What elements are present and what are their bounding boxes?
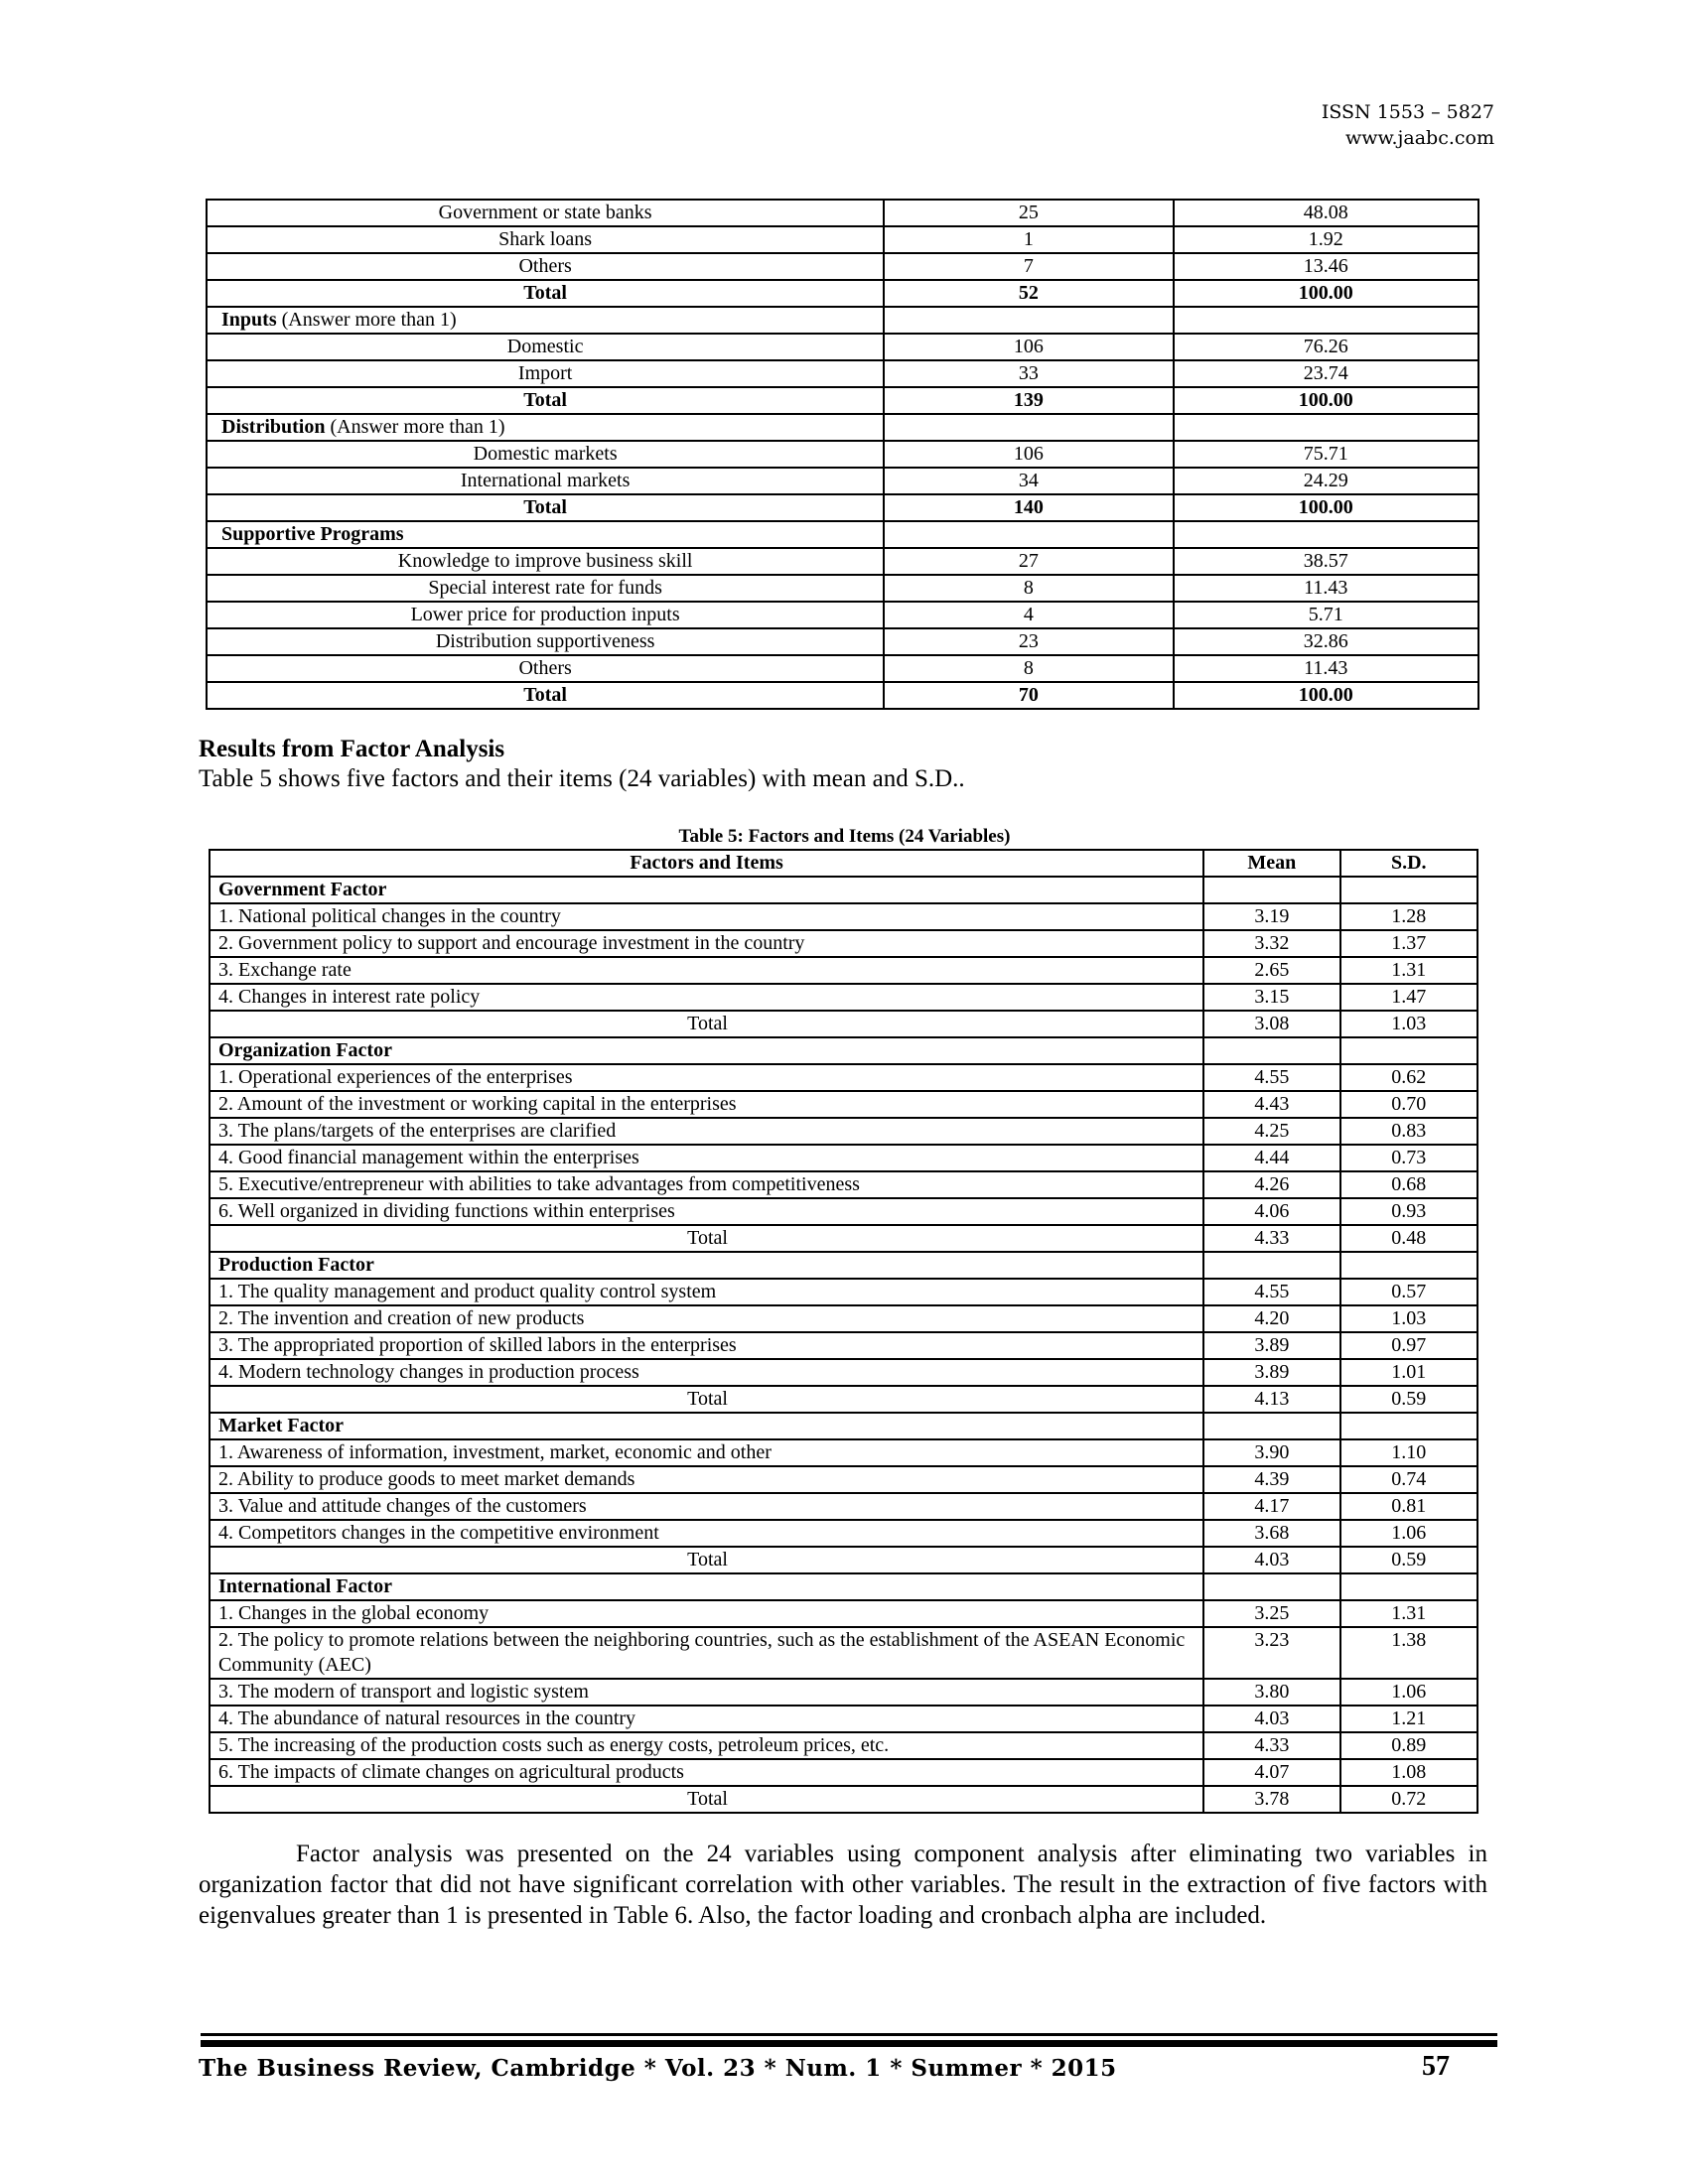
row-label — [207, 414, 884, 441]
sd-value — [1340, 1573, 1477, 1600]
sd-value: 1.06 — [1340, 1679, 1477, 1706]
table-row — [210, 1493, 1477, 1520]
row-frequency: 33 — [884, 360, 1173, 387]
row-label: Total — [207, 682, 884, 709]
factor-item-label: 2. Ability to produce goods to meet market demands — [210, 1466, 1203, 1493]
factor-item-label: Total — [210, 1786, 1203, 1813]
mean-value: 3.89 — [1203, 1332, 1339, 1359]
distribution-summary-table — [206, 199, 1479, 710]
factor-item-label: 3. The plans/targets of the enterprises are clarified — [210, 1118, 1203, 1145]
table-row — [210, 1145, 1477, 1171]
sd-value: 1.38 — [1340, 1627, 1477, 1679]
factor-item-label: Organization Factor — [210, 1037, 1203, 1064]
row-frequency: 4 — [884, 602, 1173, 628]
table-row — [207, 334, 1478, 360]
factor-item-label: 5. The increasing of the production costs such as energy costs, petroleum prices, etc. — [210, 1732, 1203, 1759]
row-percentage: 11.43 — [1174, 575, 1478, 602]
row-percentage: 13.46 — [1174, 253, 1478, 280]
issn-number: ISSN 1553 – 5827 — [1321, 101, 1494, 123]
factor-item-label: 5. Executive/entrepreneur with abilities to take advantages from competitiveness — [210, 1171, 1203, 1198]
row-frequency: 25 — [884, 200, 1173, 226]
section-note: (Answer more than 1) — [276, 309, 457, 331]
table-row — [210, 1091, 1477, 1118]
table-row — [210, 1413, 1477, 1439]
row-frequency — [884, 414, 1173, 441]
footer-rule-thin — [201, 2033, 1497, 2036]
row-frequency: 34 — [884, 468, 1173, 494]
mean-value: 3.25 — [1203, 1600, 1339, 1627]
running-header — [1322, 99, 1494, 151]
sd-value: 1.01 — [1340, 1359, 1477, 1386]
row-frequency: 106 — [884, 441, 1173, 468]
row-frequency: 140 — [884, 494, 1173, 521]
journal-website: www.jaabc.com — [1344, 127, 1494, 149]
row-percentage: 100.00 — [1174, 387, 1478, 414]
table-row — [207, 602, 1478, 628]
row-percentage: 48.08 — [1174, 200, 1478, 226]
table-row — [210, 1547, 1477, 1573]
factor-item-label: 3. The appropriated proportion of skilled labors in the enterprises — [210, 1332, 1203, 1359]
table-row — [210, 1359, 1477, 1386]
sd-value: 1.31 — [1340, 957, 1477, 984]
table-row — [210, 1679, 1477, 1706]
row-percentage: 100.00 — [1174, 682, 1478, 709]
row-percentage: 11.43 — [1174, 655, 1478, 682]
mean-value: 3.08 — [1203, 1011, 1339, 1037]
table-row — [210, 1600, 1477, 1627]
table-row — [210, 1225, 1477, 1252]
table5-header-row — [210, 850, 1477, 877]
factor-item-label: 3. Exchange rate — [210, 957, 1203, 984]
row-percentage: 5.71 — [1174, 602, 1478, 628]
sd-value: 0.97 — [1340, 1332, 1477, 1359]
sd-value: 1.03 — [1340, 1305, 1477, 1332]
row-frequency: 139 — [884, 387, 1173, 414]
mean-value: 3.89 — [1203, 1359, 1339, 1386]
table-row — [207, 655, 1478, 682]
row-frequency: 7 — [884, 253, 1173, 280]
mean-value: 4.55 — [1203, 1279, 1339, 1305]
header-mean: Mean — [1203, 850, 1339, 877]
mean-value: 4.20 — [1203, 1305, 1339, 1332]
mean-value: 4.13 — [1203, 1386, 1339, 1413]
sd-value: 0.93 — [1340, 1198, 1477, 1225]
row-frequency: 52 — [884, 280, 1173, 307]
footer-journal-citation: The Business Review, Cambridge * Vol. 23 * Num. 1 * Summer * 2015 — [199, 2055, 1117, 2082]
row-frequency: 8 — [884, 575, 1173, 602]
sd-value — [1340, 877, 1477, 903]
row-label: Shark loans — [207, 226, 884, 253]
factor-item-label: 3. Value and attitude changes of the customers — [210, 1493, 1203, 1520]
row-label: Domestic — [207, 334, 884, 360]
row-percentage: 100.00 — [1174, 494, 1478, 521]
sd-value: 0.72 — [1340, 1786, 1477, 1813]
sd-value: 1.47 — [1340, 984, 1477, 1011]
factor-item-label: 2. Government policy to support and encourage investment in the country — [210, 930, 1203, 957]
sd-value — [1340, 1252, 1477, 1279]
mean-value — [1203, 1037, 1339, 1064]
header-sd: S.D. — [1340, 850, 1477, 877]
sd-value: 1.06 — [1340, 1520, 1477, 1547]
row-label: Lower price for production inputs — [207, 602, 884, 628]
row-label: Government or state banks — [207, 200, 884, 226]
row-percentage: 1.92 — [1174, 226, 1478, 253]
table-row — [210, 1279, 1477, 1305]
paragraph-text: Factor analysis was presented on the 24 variables using component analysis after eliminating two variables in organization factor that did not have significant correlation with other variables. The result in the extraction of five factors with eigenvalues greater than 1 is presented in Table 6. Also, the factor loading and cronbach alpha are included. — [199, 1841, 1487, 1929]
sd-value: 0.59 — [1340, 1547, 1477, 1573]
mean-value — [1203, 1252, 1339, 1279]
row-label: Knowledge to improve business skill — [207, 548, 884, 575]
factor-item-label: 1. Changes in the global economy — [210, 1600, 1203, 1627]
row-percentage: 76.26 — [1174, 334, 1478, 360]
table-row — [210, 1786, 1477, 1813]
row-frequency — [884, 307, 1173, 334]
table-row — [210, 1439, 1477, 1466]
sd-value — [1340, 1413, 1477, 1439]
sd-value: 0.83 — [1340, 1118, 1477, 1145]
sd-value: 1.03 — [1340, 1011, 1477, 1037]
sd-value: 0.59 — [1340, 1386, 1477, 1413]
row-percentage — [1174, 521, 1478, 548]
table-row — [210, 1466, 1477, 1493]
mean-value: 4.25 — [1203, 1118, 1339, 1145]
table-row — [210, 957, 1477, 984]
factor-item-label: Market Factor — [210, 1413, 1203, 1439]
factor-item-label: 1. Operational experiences of the enterprises — [210, 1064, 1203, 1091]
row-percentage: 100.00 — [1174, 280, 1478, 307]
mean-value: 4.26 — [1203, 1171, 1339, 1198]
page-number: 57 — [1422, 2051, 1450, 2082]
sd-value — [1340, 1037, 1477, 1064]
row-frequency: 23 — [884, 628, 1173, 655]
sd-value: 1.28 — [1340, 903, 1477, 930]
factor-item-label: 3. The modern of transport and logistic system — [210, 1679, 1203, 1706]
row-label: Total — [207, 494, 884, 521]
sd-value: 1.21 — [1340, 1706, 1477, 1732]
table-row — [210, 1252, 1477, 1279]
table-row — [210, 1011, 1477, 1037]
table-row — [210, 1118, 1477, 1145]
row-percentage: 75.71 — [1174, 441, 1478, 468]
factor-item-label: Total — [210, 1386, 1203, 1413]
factor-item-label: 1. Awareness of information, investment, market, economic and other — [210, 1439, 1203, 1466]
mean-value: 2.65 — [1203, 957, 1339, 984]
mean-value: 4.03 — [1203, 1706, 1339, 1732]
body-paragraph — [199, 1839, 1487, 1931]
sd-value: 0.89 — [1340, 1732, 1477, 1759]
factor-item-label: 4. The abundance of natural resources in the country — [210, 1706, 1203, 1732]
table-row — [210, 1332, 1477, 1359]
table-row — [207, 548, 1478, 575]
row-frequency: 27 — [884, 548, 1173, 575]
row-frequency: 106 — [884, 334, 1173, 360]
table-row — [207, 387, 1478, 414]
row-label: Special interest rate for funds — [207, 575, 884, 602]
row-frequency: 70 — [884, 682, 1173, 709]
section-intro: Table 5 shows five factors and their items (24 variables) with mean and S.D.. — [199, 765, 965, 792]
distribution-table-body — [207, 200, 1478, 709]
sd-value: 0.73 — [1340, 1145, 1477, 1171]
row-label: Import — [207, 360, 884, 387]
mean-value: 4.07 — [1203, 1759, 1339, 1786]
table-row — [207, 253, 1478, 280]
table-row — [210, 1520, 1477, 1547]
row-percentage — [1174, 307, 1478, 334]
mean-value: 3.78 — [1203, 1786, 1339, 1813]
table-row — [207, 575, 1478, 602]
factor-item-label: 4. Changes in interest rate policy — [210, 984, 1203, 1011]
row-percentage: 32.86 — [1174, 628, 1478, 655]
table-row — [207, 307, 1478, 334]
table-row — [210, 984, 1477, 1011]
mean-value — [1203, 877, 1339, 903]
mean-value: 3.68 — [1203, 1520, 1339, 1547]
table-row — [210, 930, 1477, 957]
section-label: Distribution — [221, 416, 326, 438]
table-row — [207, 494, 1478, 521]
mean-value: 4.33 — [1203, 1732, 1339, 1759]
factor-item-label: 6. The impacts of climate changes on agricultural products — [210, 1759, 1203, 1786]
mean-value — [1203, 1413, 1339, 1439]
mean-value: 4.33 — [1203, 1225, 1339, 1252]
row-percentage: 38.57 — [1174, 548, 1478, 575]
row-percentage: 24.29 — [1174, 468, 1478, 494]
table-row — [207, 468, 1478, 494]
mean-value: 4.03 — [1203, 1547, 1339, 1573]
row-frequency — [884, 521, 1173, 548]
sd-value: 1.08 — [1340, 1759, 1477, 1786]
table-row — [207, 360, 1478, 387]
table-row — [207, 200, 1478, 226]
mean-value: 4.55 — [1203, 1064, 1339, 1091]
section-heading: Results from Factor Analysis — [199, 736, 505, 762]
sd-value: 0.68 — [1340, 1171, 1477, 1198]
section-note: (Answer more than 1) — [325, 416, 505, 438]
factor-item-label: Total — [210, 1225, 1203, 1252]
header-factors-items: Factors and Items — [210, 850, 1203, 877]
sd-value: 0.57 — [1340, 1279, 1477, 1305]
sd-value: 0.74 — [1340, 1466, 1477, 1493]
section-label: Inputs — [221, 309, 277, 331]
table5-body — [210, 877, 1477, 1813]
table-row — [210, 903, 1477, 930]
row-label: Total — [207, 280, 884, 307]
table-row — [207, 280, 1478, 307]
table-row — [210, 1573, 1477, 1600]
factor-item-label: 4. Modern technology changes in production process — [210, 1359, 1203, 1386]
mean-value: 3.80 — [1203, 1679, 1339, 1706]
factor-item-label: 2. The invention and creation of new products — [210, 1305, 1203, 1332]
sd-value: 1.37 — [1340, 930, 1477, 957]
row-label: International markets — [207, 468, 884, 494]
mean-value: 3.32 — [1203, 930, 1339, 957]
factors-items-table — [209, 849, 1478, 1814]
table-row — [210, 1627, 1477, 1679]
factor-item-label: 2. The policy to promote relations between the neighboring countries, such as the establishment of the ASEAN Economic Community (AEC) — [210, 1627, 1203, 1679]
row-label — [207, 521, 884, 548]
sd-value: 0.62 — [1340, 1064, 1477, 1091]
table-row — [210, 1198, 1477, 1225]
table-row — [210, 1171, 1477, 1198]
table-row — [207, 682, 1478, 709]
table-row — [207, 414, 1478, 441]
row-label: Others — [207, 655, 884, 682]
table-row — [207, 441, 1478, 468]
row-label: Others — [207, 253, 884, 280]
factor-item-label: Government Factor — [210, 877, 1203, 903]
table-row — [210, 1706, 1477, 1732]
table-row — [210, 1759, 1477, 1786]
sd-value: 0.70 — [1340, 1091, 1477, 1118]
row-label: Total — [207, 387, 884, 414]
row-label: Distribution supportiveness — [207, 628, 884, 655]
factor-item-label: 4. Competitors changes in the competitive environment — [210, 1520, 1203, 1547]
sd-value: 1.31 — [1340, 1600, 1477, 1627]
row-percentage — [1174, 414, 1478, 441]
section-label: Supportive Programs — [221, 523, 404, 545]
mean-value: 4.39 — [1203, 1466, 1339, 1493]
table-row — [210, 1064, 1477, 1091]
row-frequency: 1 — [884, 226, 1173, 253]
sd-value: 1.10 — [1340, 1439, 1477, 1466]
factor-item-label: International Factor — [210, 1573, 1203, 1600]
mean-value: 3.90 — [1203, 1439, 1339, 1466]
factor-item-label: 1. The quality management and product quality control system — [210, 1279, 1203, 1305]
factor-item-label: Total — [210, 1011, 1203, 1037]
factor-item-label: 2. Amount of the investment or working capital in the enterprises — [210, 1091, 1203, 1118]
mean-value: 3.23 — [1203, 1627, 1339, 1679]
footer-rule-thick — [201, 2040, 1497, 2047]
table-row — [210, 1037, 1477, 1064]
mean-value: 3.15 — [1203, 984, 1339, 1011]
row-percentage: 23.74 — [1174, 360, 1478, 387]
mean-value: 4.44 — [1203, 1145, 1339, 1171]
factor-item-label: 4. Good financial management within the enterprises — [210, 1145, 1203, 1171]
table-row — [210, 1732, 1477, 1759]
mean-value: 4.17 — [1203, 1493, 1339, 1520]
mean-value: 4.06 — [1203, 1198, 1339, 1225]
row-frequency: 8 — [884, 655, 1173, 682]
table-row — [210, 1386, 1477, 1413]
row-label — [207, 307, 884, 334]
factor-item-label: 1. National political changes in the country — [210, 903, 1203, 930]
table-row — [210, 877, 1477, 903]
table-row — [207, 628, 1478, 655]
mean-value — [1203, 1573, 1339, 1600]
table-row — [210, 1305, 1477, 1332]
mean-value: 3.19 — [1203, 903, 1339, 930]
factor-item-label: Production Factor — [210, 1252, 1203, 1279]
row-label: Domestic markets — [207, 441, 884, 468]
sd-value: 0.81 — [1340, 1493, 1477, 1520]
table5-caption: Table 5: Factors and Items (24 Variables) — [678, 826, 1011, 847]
table-row — [207, 226, 1478, 253]
table-row — [207, 521, 1478, 548]
mean-value: 4.43 — [1203, 1091, 1339, 1118]
factor-item-label: Total — [210, 1547, 1203, 1573]
sd-value: 0.48 — [1340, 1225, 1477, 1252]
factor-item-label: 6. Well organized in dividing functions within enterprises — [210, 1198, 1203, 1225]
